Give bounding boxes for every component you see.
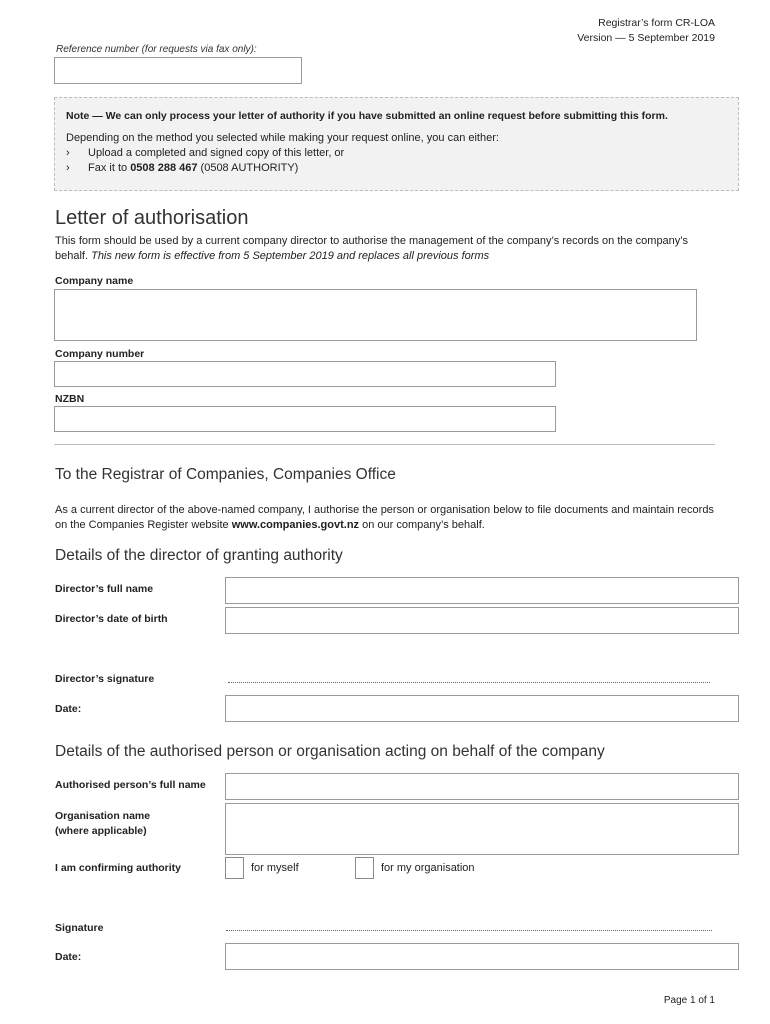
for-myself-label: for myself xyxy=(251,862,299,874)
intro-paragraph xyxy=(55,234,705,264)
organisation-name-label xyxy=(55,809,150,839)
reference-number-input[interactable] xyxy=(54,57,302,84)
director-full-name-label: Director’s full name xyxy=(55,583,154,595)
for-my-organisation-checkbox[interactable] xyxy=(355,857,374,879)
director-date-label: Date: xyxy=(55,703,82,715)
note-bullet-1 xyxy=(66,147,344,159)
note-title: Note — We can only process your letter of authority if you have submitted an online request before submitting this form. xyxy=(66,110,668,122)
authorised-heading: Details of the authorised person or organisation acting on behalf of the company xyxy=(55,743,605,760)
organisation-name-label-line2: (where applicable) xyxy=(55,825,147,837)
director-signature-label: Director’s signature xyxy=(55,673,155,685)
director-dob-input[interactable] xyxy=(225,607,739,634)
note-bullet-2-suffix: (0508 AUTHORITY) xyxy=(197,162,299,174)
authorised-signature-line[interactable] xyxy=(226,930,712,931)
for-my-organisation-label: for my organisation xyxy=(381,862,475,874)
director-signature-line[interactable] xyxy=(228,682,710,683)
note-intro: Depending on the method you selected while making your request online, you can either: xyxy=(66,132,499,144)
form-code: Registrar’s form CR-LOA xyxy=(598,17,715,29)
authorised-date-input[interactable] xyxy=(225,943,739,970)
website-link[interactable]: www.companies.govt.nz xyxy=(231,519,360,531)
authorised-full-name-input[interactable] xyxy=(225,773,739,800)
intro-text: This form should be used by a current company director to authorise the management of the company’s records on the company’s behalf. xyxy=(55,235,689,262)
page-number: Page 1 of 1 xyxy=(663,995,715,1006)
reference-label: Reference number (for requests via fax only): xyxy=(56,44,257,55)
director-full-name-input[interactable] xyxy=(225,577,739,604)
for-myself-checkbox[interactable] xyxy=(225,857,244,879)
organisation-name-label-line1: Organisation name xyxy=(55,810,151,822)
note-bullet-1-text: Upload a completed and signed copy of this letter, or xyxy=(88,147,345,159)
company-number-label: Company number xyxy=(55,348,145,360)
authorised-date-label: Date: xyxy=(55,951,82,963)
director-heading: Details of the director of granting authority xyxy=(55,547,343,564)
company-name-label: Company name xyxy=(55,275,134,287)
note-bullet-2 xyxy=(66,162,298,174)
section-divider xyxy=(54,444,715,445)
nzbn-input[interactable] xyxy=(54,406,556,432)
company-number-input[interactable] xyxy=(54,361,556,387)
registrar-text: As a current director of the above-named company, I authorise the person or organisation below to file documents and maintain records on the Companies Register website xyxy=(55,504,714,531)
page-title: Letter of authorisation xyxy=(55,207,249,229)
chevron-right-icon: › xyxy=(66,162,70,174)
nzbn-label: NZBN xyxy=(55,393,85,405)
organisation-name-input[interactable] xyxy=(225,803,739,855)
company-name-input[interactable] xyxy=(54,289,697,341)
registrar-paragraph xyxy=(55,503,715,533)
intro-italic: This new form is effective from 5 September 2019 and replaces all previous forms xyxy=(91,250,490,262)
authorised-full-name-label: Authorised person’s full name xyxy=(55,779,206,791)
fax-number: 0508 288 467 xyxy=(130,162,198,174)
director-dob-label: Director’s date of birth xyxy=(55,613,168,625)
director-date-input[interactable] xyxy=(225,695,739,722)
authorised-signature-label: Signature xyxy=(55,922,104,934)
chevron-right-icon: › xyxy=(66,147,70,159)
note-bullet-2-prefix: Fax it to xyxy=(88,162,131,174)
form-version: Version — 5 September 2019 xyxy=(577,32,715,44)
registrar-text-suffix: on our company’s behalf. xyxy=(359,519,485,531)
registrar-heading: To the Registrar of Companies, Companies Office xyxy=(55,466,396,483)
confirming-authority-label: I am confirming authority xyxy=(55,862,182,874)
